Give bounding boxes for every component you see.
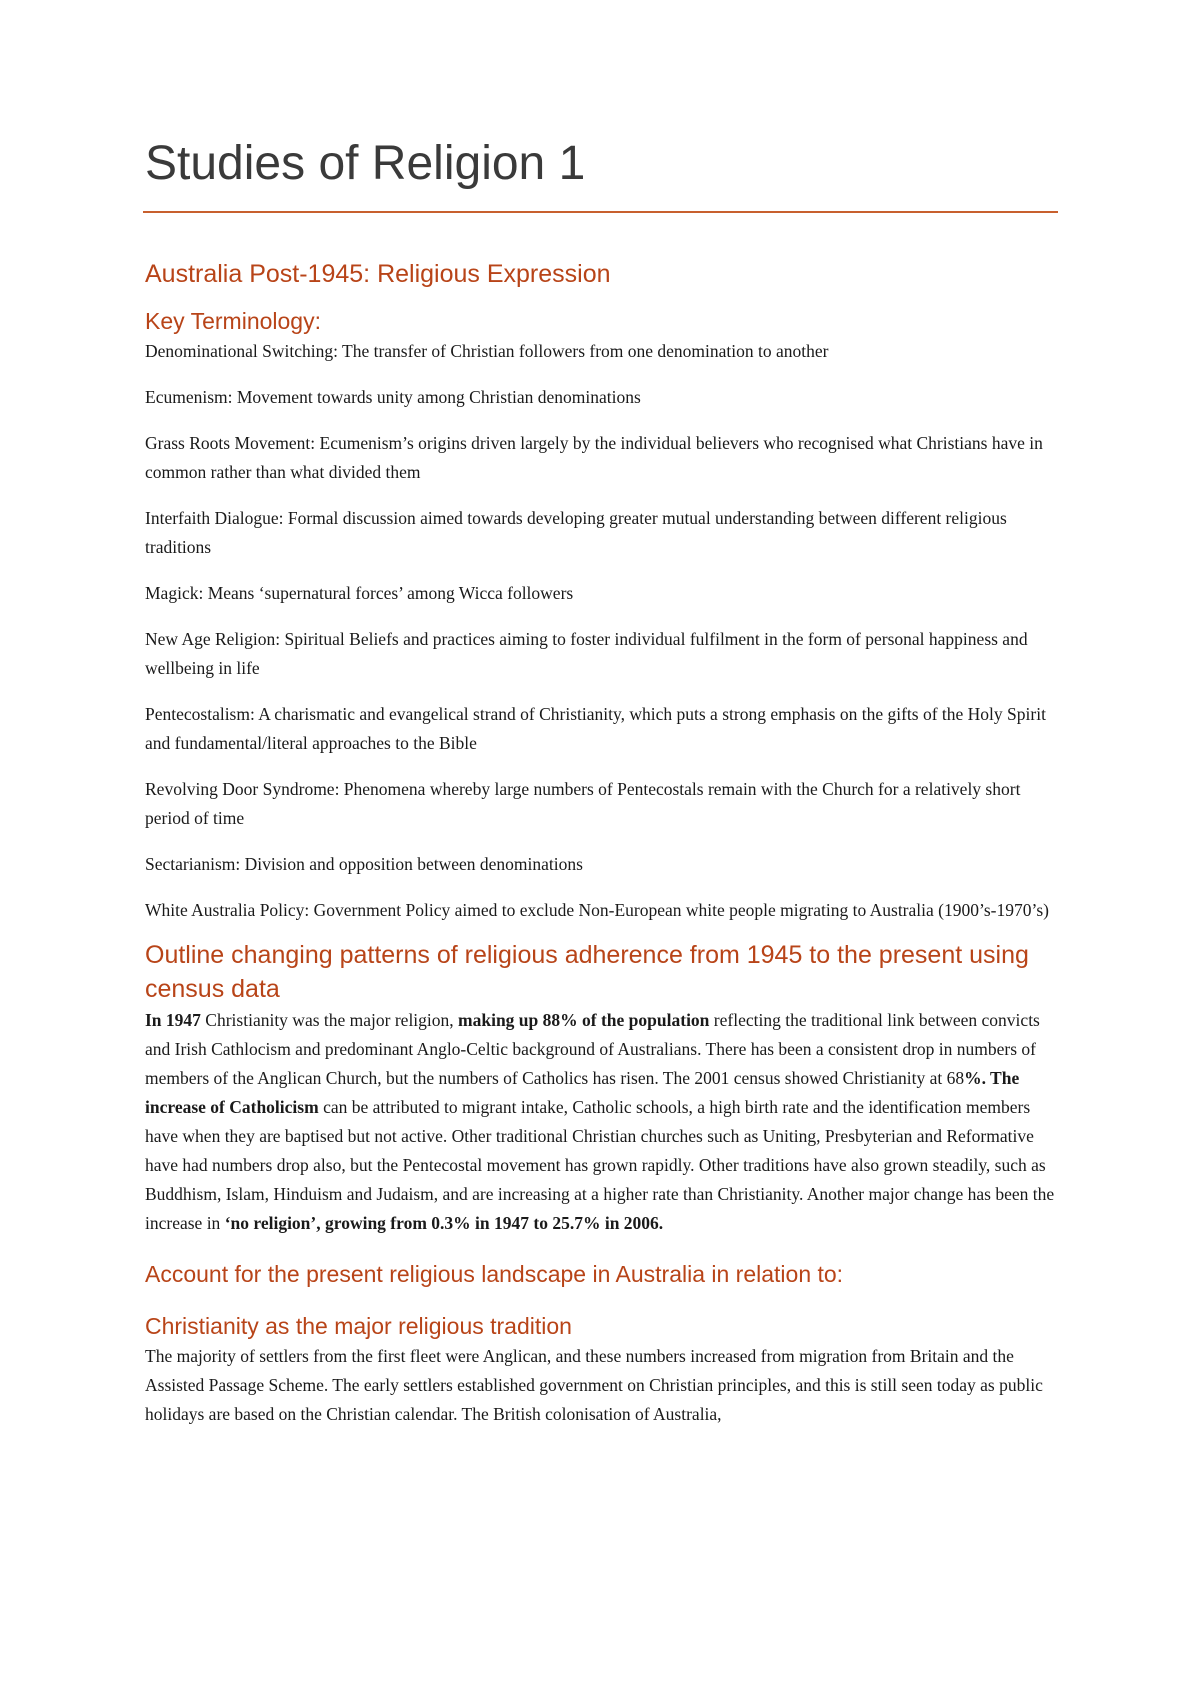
term-grass-roots-movement: Grass Roots Movement: Ecumenism’s origins driven largely by the individual believers who recognised what Christians have in common rather than what divided them (145, 433, 1043, 482)
term-new-age-religion: New Age Religion: Spiritual Beliefs and practices aiming to foster individual fulfilment in the form of personal happiness and wellbeing in life (145, 629, 1028, 678)
term-interfaith-dialogue: Interfaith Dialogue: Formal discussion aimed towards developing greater mutual understanding between different religious traditions (145, 508, 1007, 557)
account-heading: Account for the present religious landscape in Australia in relation to: (145, 1261, 844, 1287)
outline-text-2: reflecting the traditional link between convicts and Irish Cathlocism and predominant Anglo-Celtic background of Australians. There has been a consistent drop in numbers of members of the Anglican Church, but the numbers of Catholics has risen. The 2001 census showed Christianity at 68 (145, 1010, 1040, 1088)
christianity-paragraph: The majority of settlers from the first fleet were Anglican, and these numbers increased from migration from Britain and the Assisted Passage Scheme. The early settlers established government on Christian principles, and this is still seen today as public holidays are based on the Christian calendar. The British colonisation of Australia, (145, 1346, 1043, 1424)
title-divider (143, 211, 1058, 213)
section-heading-religious-expression: Australia Post-1945: Religious Expression (145, 260, 611, 288)
document-title: Studies of Religion 1 (145, 137, 586, 190)
outline-text-3: can be attributed to migrant intake, Catholic schools, a high birth rate and the identification members have when they are baptised but not active. Other traditional Christian churches such as Uniting, Presbyterian and Reformative have had numbers drop also, but the Pentecostal movement has grown rapidly. Other traditions have also grown steadily, such as Buddhism, Islam, Hinduism and Judaism, and are increasing at a higher rate than Christianity. Another major change has been the increase in (145, 1097, 1055, 1233)
outline-bold-2: making up 88% of the population (458, 1010, 710, 1030)
term-magick: Magick: Means ‘supernatural forces’ among Wicca followers (145, 583, 574, 603)
outline-heading: Outline changing patterns of religious adherence from 1945 to the present using census data (145, 941, 1029, 1003)
terminology-list (145, 337, 1060, 925)
outline-text-1: Christianity was the major religion, (200, 1010, 459, 1030)
key-terminology-heading: Key Terminology: (145, 308, 321, 334)
outline-bold-4: ‘no religion’, growing from 0.3% in 1947 to 25.7% in 2006. (224, 1213, 664, 1233)
term-sectarianism: Sectarianism: Division and opposition between denominations (145, 854, 583, 874)
outline-bold-3: %. The increase of Catholicism (145, 1068, 1020, 1117)
outline-paragraph (145, 1006, 1060, 1238)
term-revolving-door-syndrome: Revolving Door Syndrome: Phenomena whereby large numbers of Pentecostals remain with the Church for a relatively short period of time (145, 779, 1021, 828)
term-ecumenism: Ecumenism: Movement towards unity among Christian denominations (145, 387, 641, 407)
outline-bold-1: In 1947 (145, 1010, 201, 1030)
document-body (145, 257, 1060, 1429)
term-pentecostalism: Pentecostalism: A charismatic and evangelical strand of Christianity, which puts a strong emphasis on the gifts of the Holy Spirit and fundamental/literal approaches to the Bible (145, 704, 1046, 753)
term-denominational-switching: Denominational Switching: The transfer of Christian followers from one denomination to another (145, 341, 829, 361)
term-white-australia-policy: White Australia Policy: Government Policy aimed to exclude Non-European white people migrating to Australia (1900’s-1970’s) (145, 900, 1049, 920)
christianity-heading: Christianity as the major religious tradition (145, 1313, 572, 1339)
